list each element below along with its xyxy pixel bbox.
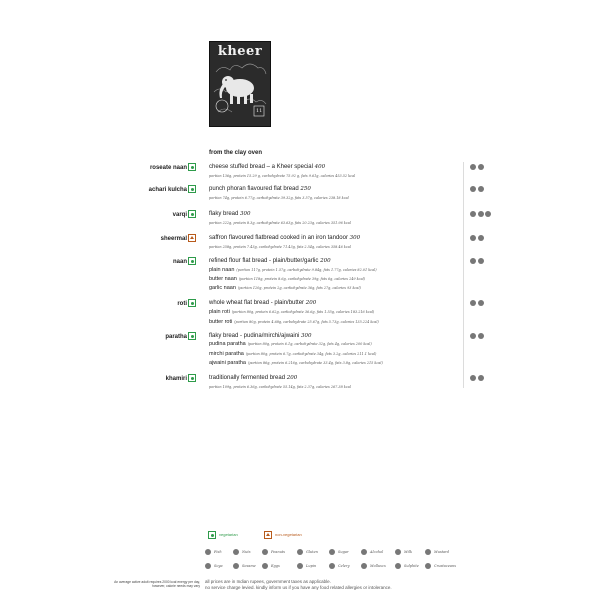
item-title: whole wheat flat bread - plain/butter <box>209 300 305 306</box>
pricing-footnote-line: no service charge levied. kindly inform us if you have any food related allergies or intolerance. <box>205 585 392 591</box>
gluten-icon <box>470 300 476 306</box>
nuts-icon <box>485 211 491 217</box>
allergen-legend-celery: Celery <box>329 563 350 569</box>
legend-veg-label: vegetarian <box>219 532 238 537</box>
mustard-icon <box>425 549 431 555</box>
item-name: khamiri <box>165 376 187 382</box>
variant-line <box>209 351 376 357</box>
item-nutrition: portion 136g, protein 15.29 g, carbohydrate 75.92 g, fats 9.61g, calories 453.52 kcal <box>209 174 356 178</box>
milk-icon <box>478 235 484 241</box>
item-nutrition: portion 109g, protein 6.36g, carbohydrate 55.14g, fats 2.37g, calories 267.38 kcal <box>209 385 351 389</box>
variant-label: mirchi paratha <box>209 351 244 357</box>
variant-nutrition: (portion 118g, protein 8.6g, carbohydrate 39g, fats 6g, calories 249 kcal) <box>238 277 365 281</box>
veg-icon <box>188 185 196 193</box>
item-price: 200 <box>320 258 331 264</box>
allergen-icons <box>470 186 485 204</box>
allergen-legend-eggs: Eggs <box>262 563 280 569</box>
eggs-icon <box>262 563 268 569</box>
item-title: traditionally fermented bread <box>209 375 286 381</box>
allergen-legend-sesame: Sesame <box>233 563 256 569</box>
allergen-icons <box>470 333 485 351</box>
nuts-icon <box>233 549 239 555</box>
pricing-footnote <box>205 579 392 591</box>
gluten-icon <box>470 211 476 217</box>
non-veg-icon <box>188 234 196 242</box>
variant-label: garlic naan <box>209 285 236 291</box>
item-name: naan <box>172 259 187 265</box>
allergen-icons <box>470 164 485 182</box>
pricing-footnote-line: all prices are in Indian rupees, government taxes as applicable. <box>205 579 331 584</box>
kheer-logo <box>209 41 271 127</box>
allergen-icons <box>470 258 485 276</box>
gluten-icon <box>470 258 476 264</box>
variant-line <box>209 276 365 282</box>
item-title: flaky bread <box>209 211 239 217</box>
item-price: 300 <box>240 211 251 217</box>
veg-icon <box>188 257 196 265</box>
logo-wordmark: kheer <box>217 44 263 59</box>
milk-icon <box>478 258 484 264</box>
allergen-icons <box>470 375 485 393</box>
variant-line <box>209 360 383 366</box>
item-title: refined flour flat bread - plain/butter/garlic <box>209 258 319 264</box>
allergen-legend-nuts: Nuts <box>233 549 251 555</box>
variant-line <box>209 267 377 273</box>
milk-icon <box>478 186 484 192</box>
veg-icon <box>188 332 196 340</box>
sesame-icon <box>233 563 239 569</box>
variant-nutrition: (portion 80g, protein 6.7g, carbohydrate 34g, fats 3.2g, calories 211.1 kcal) <box>245 352 377 356</box>
item-name: roti <box>177 301 187 307</box>
allergen-legend-crustaceans: Crustaceans <box>425 563 456 569</box>
item-name: varqi <box>172 212 187 218</box>
variant-label: pudina paratha <box>209 341 246 347</box>
milk-icon <box>478 211 484 217</box>
veg-icon <box>188 210 196 218</box>
sulphite-icon <box>395 563 401 569</box>
allergen-legend-gluten: Gluten <box>297 549 318 555</box>
fish-icon <box>205 549 211 555</box>
allergen-legend-sulphite: Sulphite <box>395 563 419 569</box>
allergen-legend-fish: Fish <box>205 549 222 555</box>
variant-line <box>209 319 379 325</box>
item-name: sheermal <box>160 236 187 242</box>
milk-icon <box>478 164 484 170</box>
molluscs-icon <box>361 563 367 569</box>
allergen-column-divider <box>463 162 464 388</box>
variant-nutrition: (portion 117g, protein 1.57g, carbohydrate 9.84g, fats 1.77g, calories 82.01 kcal) <box>236 268 377 272</box>
gluten-icon <box>470 333 476 339</box>
crustaceans-icon <box>425 563 431 569</box>
allergen-legend-molluscs: Molluscs <box>361 563 386 569</box>
item-title: flaky bread - pudina/mirchi/ajwaini <box>209 333 300 339</box>
variant-nutrition: (portion 80g, protein 6.62g, carbohydrate 36.6g, fats 1.55g, calories 183.216 kcal) <box>231 310 375 314</box>
variant-label: butter naan <box>209 276 237 282</box>
milk-icon <box>395 549 401 555</box>
veg-icon <box>208 531 216 539</box>
gluten-icon <box>470 235 476 241</box>
allergen-legend-soya: Soya <box>205 563 223 569</box>
veg-icon <box>188 299 196 307</box>
item-price: 200 <box>305 300 317 306</box>
item-name: paratha <box>165 334 187 340</box>
variant-line <box>209 285 361 291</box>
logo-number: 11 <box>256 108 263 114</box>
item-price: 400 <box>314 164 326 170</box>
peanuts-icon <box>262 549 268 555</box>
allergen-icons <box>470 211 493 229</box>
item-nutrition: portion 74g, protein 6.77g, carbohydrate 39.32g, fats 3.57g, calories 238.18 kcal <box>209 196 349 200</box>
soya-icon <box>205 563 211 569</box>
item-nutrition: portion 258g, protein 7.43g, carbohydrate 71.43g, fats 2.54g, calories 358.46 kcal <box>209 245 351 249</box>
variant-label: plain naan <box>209 267 235 273</box>
alcohol-icon <box>361 549 367 555</box>
item-name: achari kulcha <box>148 187 187 193</box>
item-title: cheese stuffed bread – a Kheer special <box>209 164 313 170</box>
item-name: roseate naan <box>149 165 187 171</box>
variant-line <box>209 341 372 347</box>
variant-line <box>209 309 374 315</box>
non-veg-icon <box>264 531 272 539</box>
gluten-icon <box>470 186 476 192</box>
milk-icon <box>478 300 484 306</box>
variant-nutrition: (portion 80g, protein 4.68g, carbohydrate 25.67g, fats 5.73g, calories 135.224 kcal) <box>234 320 379 324</box>
veg-icon <box>188 374 196 382</box>
allergen-legend-milk: Milk <box>395 549 412 555</box>
allergen-legend-peanuts: Peanuts <box>262 549 285 555</box>
sugar-icon <box>329 549 335 555</box>
allergen-icons <box>470 300 485 318</box>
gluten-icon <box>470 164 476 170</box>
milk-icon <box>478 375 484 381</box>
legend-nonveg-label: non-vegetarian <box>275 532 302 537</box>
variant-label: plain roti <box>209 309 230 315</box>
allergen-legend-alcohol: Alcohol <box>361 549 383 555</box>
variant-nutrition: (portion 120g, protein 2g, carbohydrate 36g, fats 27g, calories 93 kcal) <box>237 286 361 290</box>
allergen-legend-sugar: Sugar <box>329 549 349 555</box>
calorie-footnote: An average active adult requires 2000 kcal energy per day, however, calorie needs may vary <box>114 580 200 589</box>
item-nutrition: portion 222g, protein 8.3g, carbohydrate 63.63g, fats 20.23g, calories 351.96 kcal <box>209 221 351 225</box>
celery-icon <box>329 563 335 569</box>
allergen-legend-mustard: Mustard <box>425 549 449 555</box>
allergen-icons <box>470 235 485 253</box>
gluten-icon <box>470 375 476 381</box>
item-price: 300 <box>301 333 312 339</box>
lupin-icon <box>297 563 303 569</box>
item-price: 200 <box>286 375 298 381</box>
variant-label: ajwaini paratha <box>209 360 246 366</box>
item-title: punch phoran flavoured flat bread <box>209 186 299 192</box>
variant-nutrition: (portion 86g, protein 6.216g, carbohydrate 33.4g, fats 3.8g, calories 215 kcal) <box>248 361 383 365</box>
item-price: 250 <box>300 186 311 192</box>
milk-icon <box>478 333 484 339</box>
variant-label: butter roti <box>209 319 233 325</box>
variant-nutrition: (portion 80g, protein 6.1g, carbohydrate 32g, fats 4g, calories 200 kcal) <box>247 342 372 346</box>
veg-icon <box>188 163 196 171</box>
allergen-legend-lupin: Lupin <box>297 563 316 569</box>
item-price: 300 <box>349 235 361 241</box>
section-heading: from the clay oven <box>209 150 263 156</box>
item-title: saffron flavoured flatbread cooked in an iron tandoor <box>209 235 348 241</box>
gluten-icon <box>297 549 303 555</box>
